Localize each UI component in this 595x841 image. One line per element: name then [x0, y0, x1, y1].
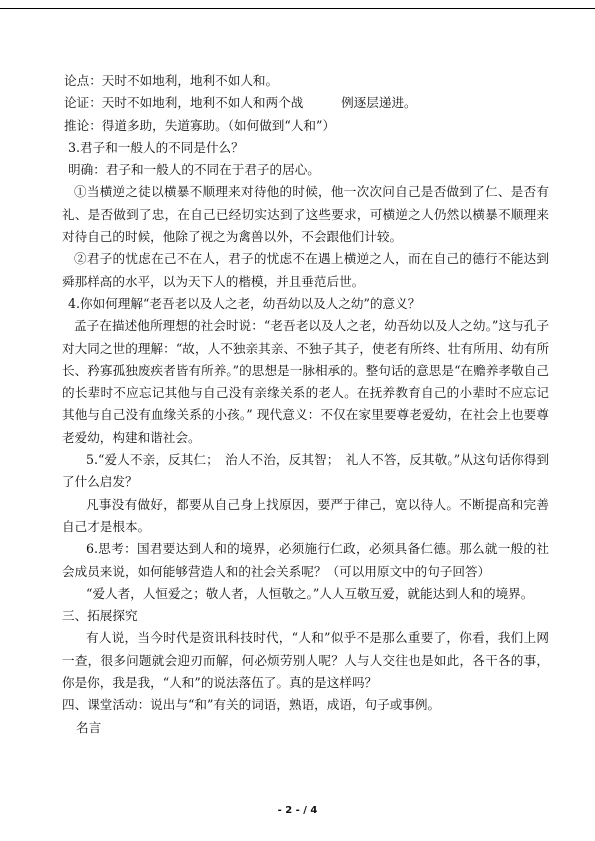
question-3: 3.君子和一般人的不同是什么？	[68, 139, 244, 155]
section-3-heading: 三、拓展探究	[62, 608, 138, 624]
paragraph-6: 有人说，当今时代是资讯科技时代，“人和”似乎不是那么重要了，你看，我们上网一查，很多问题就会迎刃而解，何必烦劳别人呢？人与人交往也是如此，各干各的事，你是你，我是我，“人和”的说法落伍了。真的是这样吗？	[62, 630, 549, 691]
paragraph-3: 孟子在描述他所理想的社会时说：“老吾老以及人之老，幼吾幼以及人之幼。”这与孔子对大同之世的理解：“故，人不独亲其亲、不独子其子，使老有所终、壮有所用、幼有所长、矜寡孤独废疾者皆有所养。”的思想是一脉相承的。整句话的意思是“在赡养孝敬自己的长辈时不应忘记其他与自己没有亲缘关系的老人。在抚养教育自己的小辈时不应忘记其他与自己没有血缘关系的小孩。” 现代意义：不仅在家里要尊老爱幼，在社会上也要尊老爱幼，构建和谐社会。	[62, 318, 549, 445]
argument-thesis: 论点：天时不如地利，地利不如人和。	[64, 73, 279, 88]
paragraph-5: “爱人者，人恒爱之；敬人者，人恒敬之。”人人互敬互爱，就能达到人和的境界。	[86, 585, 534, 601]
header-rule	[0, 8, 595, 9]
argument-inference: 推论：得道多助，失道寡助。（如何做到“人和”）	[64, 117, 336, 133]
argument-proof: 论证：天时不如地利，地利不如人和两个战 例逐层递进。	[64, 95, 417, 111]
question-6: 6.思考：国君要达到人和的境界，必须施行仁政，必须具备仁德。那么就一般的社会成员来说，如何能够营造人和的社会关系呢？（可以用原文中的句子回答）	[62, 541, 549, 579]
section-4-heading: 四、课堂活动：说出与“和”有关的词语，熟语，成语，句子或事例。	[62, 697, 441, 713]
paragraph-1: ①当横逆之徒以横暴不顺理来对待他的时候，他一次次问自己是否做到了仁、是否有礼、是否做到了忠，在自己已经切实达到了这些要求，可横逆之人仍然以横暴不顺理来对待自己的时候，他除了视之为禽兽以外，不会跟他们计较。	[62, 184, 549, 245]
question-5: 5.“爱人不亲，反其仁； 治人不治，反其智； 礼人不答，反其敬。”从这句话你得到了什么启发？	[62, 452, 549, 490]
page-number: - 2 - / 4	[277, 805, 318, 816]
question-4: 4.你如何理解“老吾老以及人之老，幼吾幼以及人之幼”的意义？	[68, 295, 421, 311]
paragraph-2: ②君子的忧虑在己不在人，君子的忧虑不在遇上横逆之人，而在自己的德行不能达到舜那样高的水平，以为天下人的楷模，并且垂范后世。	[62, 251, 549, 289]
quotes-label: 名言	[76, 719, 102, 735]
paragraph-4: 凡事没有做好，都要从自己身上找原因，要严于律己，宽以待人。不断提高和完善自己才是根本。	[62, 496, 549, 534]
question-3-answer: 明确：君子和一般人的不同在于君子的居心。	[68, 162, 320, 178]
document-body	[62, 70, 549, 739]
